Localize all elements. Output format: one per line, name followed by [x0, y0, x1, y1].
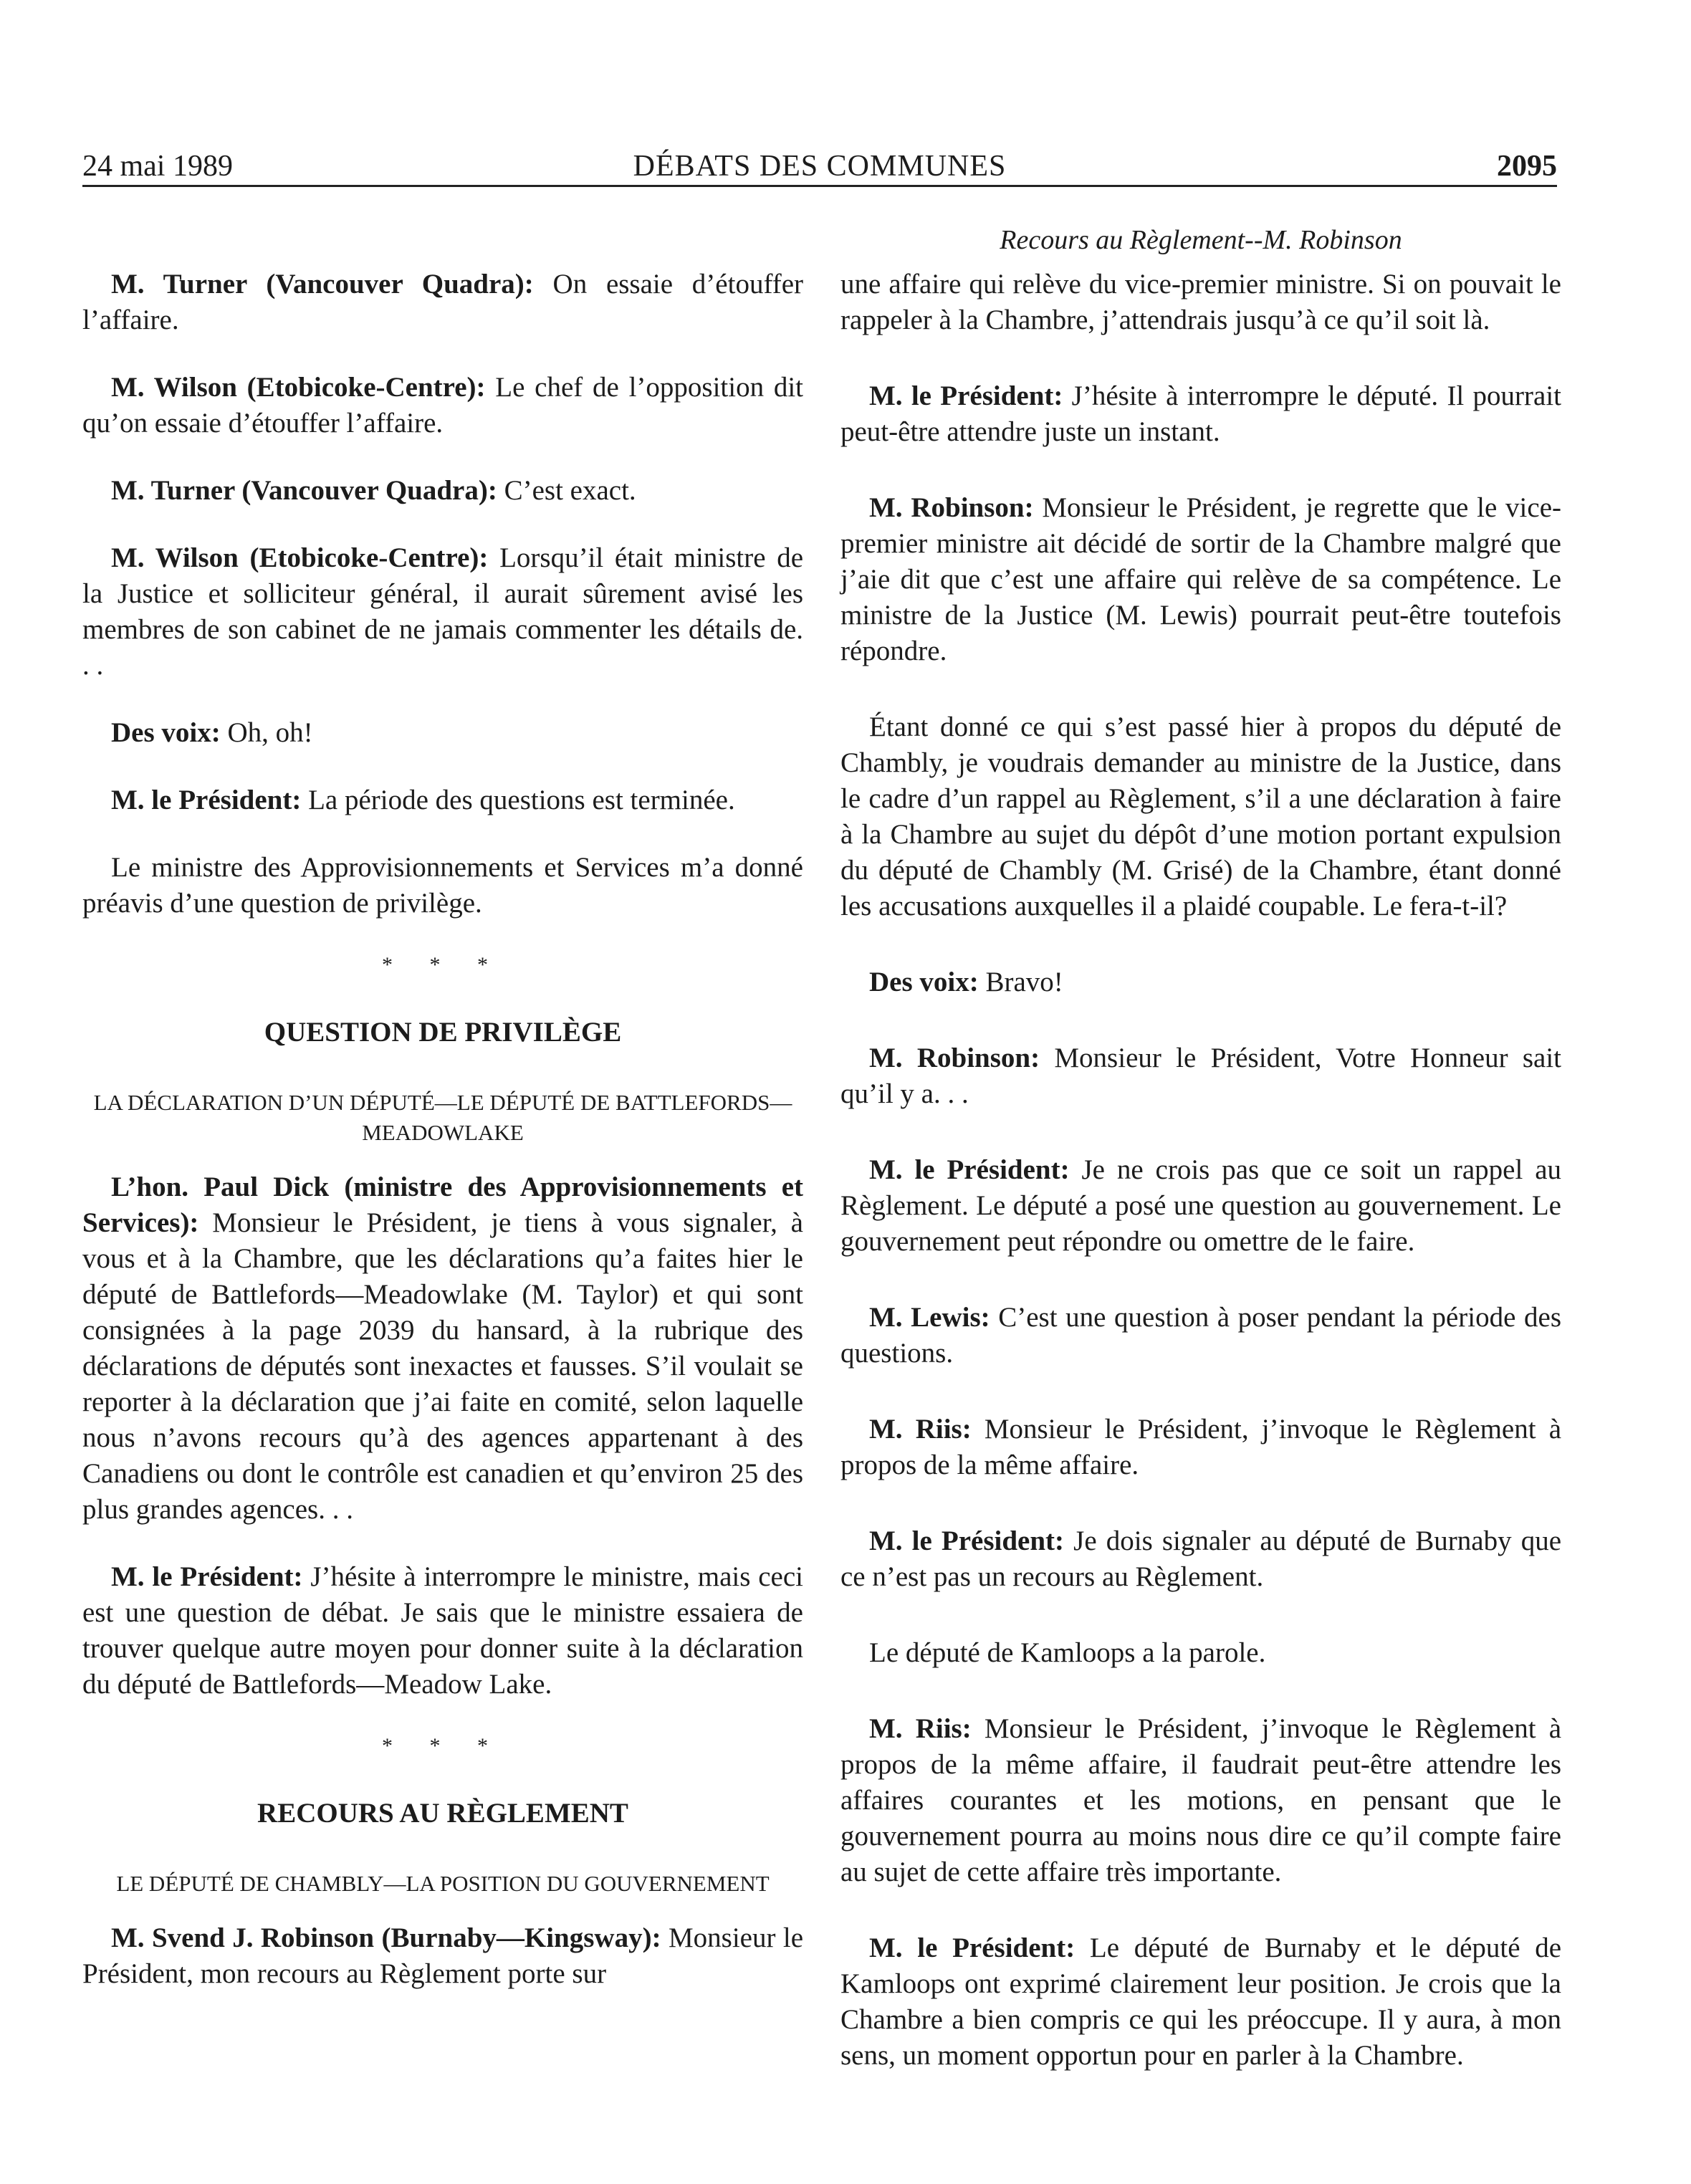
speaker-name: M. Riis:	[869, 1713, 972, 1744]
speech-paragraph	[840, 378, 1561, 450]
speech-text: Le ministre des Approvisionnements et Services m’a donné préavis d’une question de privilège.	[82, 852, 803, 919]
speech-paragraph	[82, 540, 803, 684]
speech-paragraph	[840, 1300, 1561, 1371]
speech-text: On essaie d’étouffer l’affaire.	[82, 269, 804, 335]
speech-paragraph	[82, 1920, 803, 1992]
speech-text: La période des questions est terminée.	[308, 785, 735, 815]
speech-text: J’hésite à interrompre le député. Il pourrait peut-être attendre juste un instant.	[840, 380, 1561, 447]
speaker-name: M. le Président:	[111, 785, 302, 815]
speaker-name: M. Wilson (Etobicoke-Centre):	[111, 372, 486, 403]
speech-paragraph	[840, 964, 1561, 1000]
speaker-name: M. Robinson:	[869, 492, 1034, 523]
speaker-name: M. Robinson:	[869, 1043, 1040, 1073]
speech-paragraph	[82, 1169, 803, 1528]
speech-paragraph	[840, 1152, 1561, 1260]
speaker-name: Des voix:	[111, 717, 221, 748]
section-heading: RECOURS AU RÈGLEMENT	[257, 1798, 628, 1829]
speaker-name: M. le Président:	[869, 1154, 1070, 1185]
running-head: Recours au Règlement--M. Robinson	[1000, 225, 1402, 255]
speech-text: J’hésite à interrompre le ministre, mais ceci est une question de débat. Je sais que le ministre essaiera de trouver quelque autre moyen pour donner suite à la déclaration du député de Battlefords—Meadow Lake.	[82, 1561, 804, 1700]
speech-paragraph	[82, 715, 803, 751]
speech-paragraph	[82, 473, 803, 509]
speech-text: Monsieur le Président, je tiens à vous signaler, à vous et à la Chambre, que les déclarations qu’a faites hier le député de Battlefords—Meadowlake (M. Taylor) et qui sont consignées à la page 2039 du hansard, à la rubrique des déclarations de députés sont inexactes et fausses. S’il voulait se reporter à la déclaration que j’ai faite en comité, selon laquelle nous n’avons recours qu’à des agences appartenant à des Canadiens ou dont le contrôle est canadien et qu’environ 25 des plus grandes agences. . .	[82, 1207, 803, 1525]
page-number: 2095	[1497, 150, 1557, 183]
speech-paragraph	[840, 1635, 1561, 1671]
section-subheading: LE DÉPUTÉ DE CHAMBLY—LA POSITION DU GOUVERNEMENT	[116, 1871, 770, 1896]
speaker-name: M. Lewis:	[869, 1302, 990, 1333]
speaker-name: M. Wilson (Etobicoke-Centre):	[111, 542, 489, 573]
speech-text: Monsieur le Président, j’invoque le Règlement à propos de la même affaire.	[840, 1414, 1562, 1480]
speech-text: Étant donné ce qui s’est passé hier à propos du député de Chambly, je voudrais demander au ministre de la Justice, dans le cadre d’un rappel au Règlement, s’il a une déclaration à faire à la Chambre au sujet du dépôt d’une motion portant expulsion du député de Chambly (M. Grisé) de la Chambre, étant donné les accusations auxquelles il a plaidé coupable. Le fera-t-il?	[840, 712, 1561, 921]
speech-paragraph	[840, 1930, 1561, 2074]
speaker-name: M. le Président:	[111, 1561, 303, 1592]
speech-text: C’est exact.	[504, 475, 636, 506]
speech-text: Lorsqu’il était ministre de la Justice et solliciteur général, il aurait sûrement avisé les membres de son cabinet de ne jamais commenter les détails de. . .	[82, 542, 804, 681]
speech-paragraph	[840, 1711, 1561, 1890]
speech-text: Le chef de l’opposition dit qu’on essaie d’étouffer l’affaire.	[82, 372, 804, 439]
speech-paragraph	[82, 850, 803, 921]
speech-paragraph	[82, 370, 803, 441]
header-date: 24 mai 1989	[82, 150, 233, 183]
section-subheading: LA DÉCLARATION D’UN DÉPUTÉ—LE DÉPUTÉ DE BATTLEFORDS—MEADOWLAKE	[93, 1090, 792, 1145]
section-separator: * * *	[382, 953, 504, 977]
speaker-name: M. le Président:	[869, 1932, 1076, 1963]
speaker-name: M. Svend J. Robinson (Burnaby—Kingsway):	[111, 1922, 661, 1953]
speech-paragraph	[82, 1559, 803, 1702]
speech-text: Monsieur le Président, j’invoque le Règlement à propos de la même affaire, il faudrait peut-être attendre les affaires courantes et les motions, en pensant que le gouvernement pourra au moins nous dire ce qu’il compte faire au sujet de cette affaire très importante.	[840, 1713, 1562, 1887]
speech-text: Monsieur le Président, Votre Honneur sait qu’il y a. . .	[840, 1043, 1562, 1109]
section-heading: QUESTION DE PRIVILÈGE	[264, 1017, 622, 1048]
page-header	[82, 148, 1557, 187]
speaker-name: M. Riis:	[869, 1414, 972, 1445]
speech-text: Le député de Burnaby et le député de Kamloops ont exprimé clairement leur position. Je crois que la Chambre a bien compris ce qui les préoccupe. Il y aura, à mon sens, un moment opportun pour en parler à la Chambre.	[840, 1932, 1562, 2071]
speech-text: une affaire qui relève du vice-premier ministre. Si on pouvait le rappeler à la Chambre, j’attendrais jusqu’à ce qu’il soit là.	[840, 269, 1561, 335]
speech-paragraph	[840, 490, 1561, 669]
speech-paragraph	[82, 267, 803, 338]
speaker-name: M. Turner (Vancouver Quadra):	[111, 475, 497, 506]
speech-text: Je ne crois pas que ce soit un rappel au Règlement. Le député a posé une question au gouvernement. Le gouvernement peut répondre ou omettre de le faire.	[840, 1154, 1562, 1257]
speech-paragraph	[82, 782, 803, 818]
speech-text: Monsieur le Président, je regrette que le vice-premier ministre ait décidé de sortir de la Chambre malgré que j’aie dit que c’est une affaire qui relève de sa compétence. Le ministre de la Justice (M. Lewis) pourrait peut-être toutefois répondre.	[840, 492, 1562, 666]
speech-paragraph	[840, 1412, 1561, 1483]
speaker-name: L’hon. Paul Dick (ministre des Approvisionnements et Services):	[82, 1172, 803, 1238]
speech-text: Le député de Kamloops a la parole.	[869, 1637, 1266, 1668]
speech-text: Monsieur le Président, mon recours au Règlement porte sur	[82, 1922, 804, 1989]
speech-paragraph	[840, 1523, 1561, 1595]
speech-text: Je dois signaler au député de Burnaby que ce n’est pas un recours au Règlement.	[840, 1526, 1562, 1592]
left-column	[82, 267, 803, 2023]
speech-text: Oh, oh!	[227, 717, 313, 748]
speech-text: C’est une question à poser pendant la période des questions.	[840, 1302, 1562, 1369]
speech-paragraph	[840, 1040, 1561, 1112]
speaker-name: M. le Président:	[869, 1526, 1065, 1556]
section-separator: * * *	[382, 1734, 504, 1758]
speech-paragraph	[840, 709, 1561, 924]
right-column	[840, 267, 1561, 2114]
speaker-name: M. le Président:	[869, 380, 1063, 411]
speaker-name: Des voix:	[869, 967, 979, 997]
speech-text: Bravo!	[985, 967, 1063, 997]
publication-title: DÉBATS DES COMMUNES	[633, 150, 1007, 183]
speech-paragraph	[840, 267, 1561, 338]
speaker-name: M. Turner (Vancouver Quadra):	[111, 269, 534, 300]
